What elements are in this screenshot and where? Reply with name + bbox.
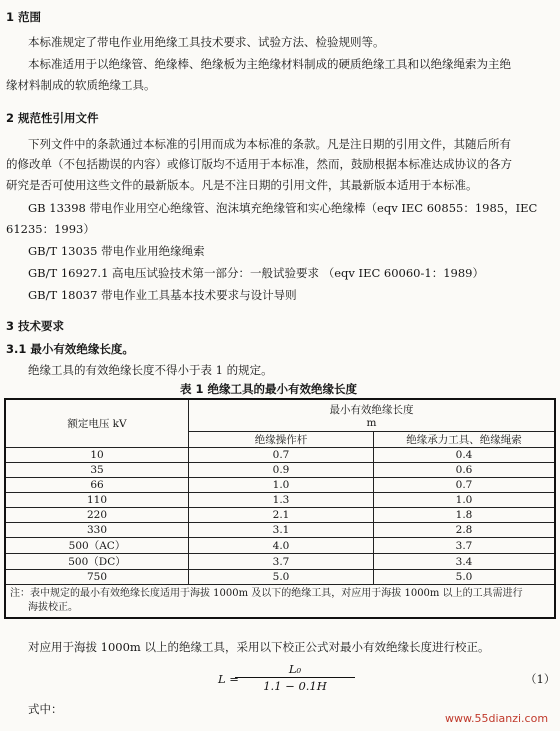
formula-denominator: 1.1 − 0.1H: [263, 679, 327, 693]
cell-rope: 0.7: [374, 478, 556, 493]
section-1-para-2b: 缘材料制成的软质绝缘工具。: [6, 78, 156, 92]
cell-rod: 3.1: [189, 523, 374, 538]
col-header-rod: 绝缘操作杆: [189, 432, 374, 448]
section-1-para-1: 本标准规定了带电作业用绝缘工具技术要求、试验方法、检验规则等。: [28, 35, 385, 49]
cell-voltage: 66: [5, 478, 189, 493]
cell-rod: 3.7: [189, 554, 374, 570]
cell-rope: 0.4: [374, 448, 556, 463]
section-3-1-para: 绝缘工具的有效绝缘长度不得小于表 1 的规定。: [28, 363, 273, 377]
table-row: [5, 478, 555, 493]
cell-voltage: 500（AC）: [5, 538, 189, 554]
cell-rod: 1.0: [189, 478, 374, 493]
cell-voltage: 500（DC）: [5, 554, 189, 570]
section-1-para-2a: 本标准适用于以绝缘管、绝缘棒、绝缘板为主绝缘材料制成的硬质绝缘工具和以绝缘绳索为主绝: [28, 57, 511, 71]
equation-number: （1）: [525, 672, 556, 686]
formula-lhs: L =: [218, 672, 239, 686]
col-header-rope: 绝缘承力工具、绝缘绳索: [374, 432, 556, 448]
cell-voltage: 35: [5, 463, 189, 478]
cell-voltage: 330: [5, 523, 189, 538]
table-row: [5, 538, 555, 554]
cell-rope: 5.0: [374, 570, 556, 585]
section-3-1-heading: 3.1 最小有效绝缘长度。: [6, 342, 134, 356]
table-row: [5, 508, 555, 523]
col-header-group-title: 最小有效绝缘长度: [329, 404, 414, 416]
cell-rope: 0.6: [374, 463, 556, 478]
table-note-line-1: 注：表中规定的最小有效绝缘长度适用于海拔 1000m 及以下的绝缘工具，对应用于海拔 1000m 以上的工具需进行: [10, 588, 523, 599]
reference-item: GB/T 18037 带电作业工具基本技术要求与设计导则: [28, 288, 297, 302]
cell-rod: 0.9: [189, 463, 374, 478]
cell-rod: 0.7: [189, 448, 374, 463]
cell-rod: 4.0: [189, 538, 374, 554]
cell-rod: 5.0: [189, 570, 374, 585]
section-3-heading: 3 技术要求: [6, 319, 65, 333]
section-1-heading: 1 范围: [6, 10, 42, 24]
cell-voltage: 220: [5, 508, 189, 523]
table-row: [5, 570, 555, 585]
table-note-line-2: 海拔校正。: [28, 602, 78, 613]
cell-voltage: 10: [5, 448, 189, 463]
col-header-group: [189, 399, 556, 432]
col-header-unit: m: [366, 417, 377, 429]
cell-voltage: 110: [5, 493, 189, 508]
col-header-voltage: 额定电压 kV: [5, 399, 189, 448]
table-note: [5, 585, 555, 619]
formula-fraction: [235, 662, 355, 693]
table-1: [4, 398, 556, 619]
section-2-heading: 2 规范性引用文件: [6, 111, 99, 125]
where-label: 式中：: [28, 702, 63, 716]
formula-numerator: L₀: [235, 662, 355, 678]
cell-voltage: 750: [5, 570, 189, 585]
table-caption: 表 1 绝缘工具的最小有效绝缘长度: [180, 382, 358, 396]
table-row: [5, 493, 555, 508]
reference-item: 61235：1993）: [6, 222, 95, 236]
section-2-para-1a: 下列文件中的条款通过本标准的引用而成为本标准的条款。凡是注日期的引用文件，其随后所有: [28, 137, 511, 151]
reference-item: GB/T 16927.1 高电压试验技术第一部分：一般试验要求 （eqv IEC 60060-1：1989）: [28, 266, 484, 280]
cell-rope: 3.7: [374, 538, 556, 554]
cell-rope: 1.8: [374, 508, 556, 523]
cell-rod: 2.1: [189, 508, 374, 523]
section-2-para-1b: 的修改单（不包括勘误的内容）或修订版均不适用于本标准，然而，鼓励根据本标准达成协议的各方: [6, 157, 512, 171]
section-2-para-1c: 研究是否可使用这些文件的最新版本。凡是不注日期的引用文件，其最新版本适用于本标准。: [6, 178, 478, 192]
table-row: [5, 523, 555, 538]
reference-item: GB 13398 带电作业用空心绝缘管、泡沫填充绝缘管和实心绝缘棒（eqv IEC 60855：1985，IEC: [28, 201, 538, 215]
table-note-row: [5, 585, 555, 619]
table-row: [5, 448, 555, 463]
table-row: [5, 554, 555, 570]
cell-rope: 2.8: [374, 523, 556, 538]
cell-rope: 1.0: [374, 493, 556, 508]
watermark: www.55dianzi.com: [445, 712, 549, 725]
table-row: [5, 463, 555, 478]
cell-rod: 1.3: [189, 493, 374, 508]
cell-rope: 3.4: [374, 554, 556, 570]
correction-para: 对应用于海拔 1000m 以上的绝缘工具，采用以下校正公式对最小有效绝缘长度进行校正。: [28, 640, 490, 654]
reference-item: GB/T 13035 带电作业用绝缘绳索: [28, 244, 205, 258]
